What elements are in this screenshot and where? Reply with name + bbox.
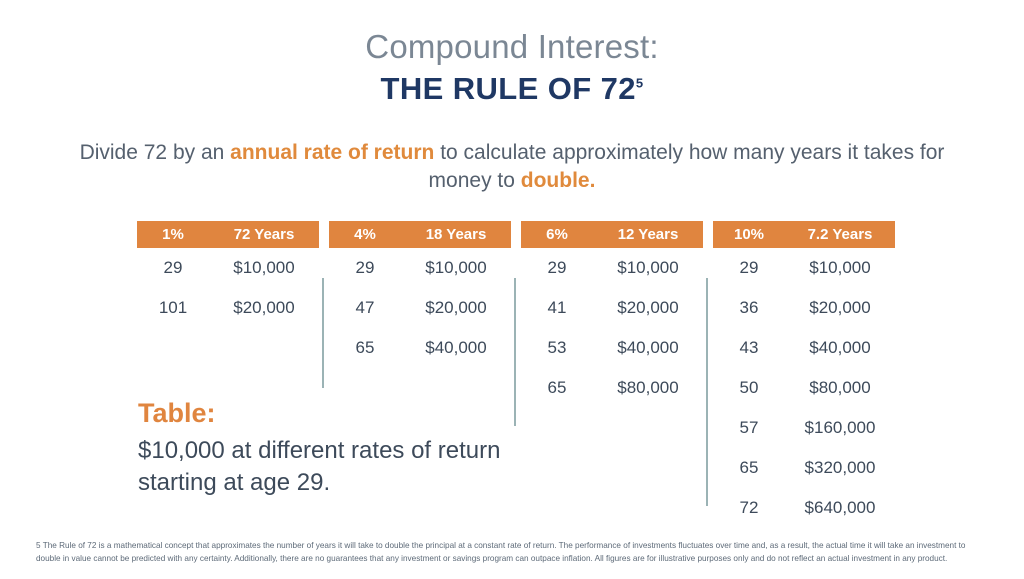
header-years: 72 Years: [233, 226, 295, 244]
cell-amount: $80,000: [617, 378, 679, 398]
title-footnote-marker: 5: [635, 75, 644, 91]
table-rows: [713, 248, 895, 528]
cell-age: 43: [739, 338, 759, 358]
subtitle-part1: Divide 72 by an: [79, 140, 231, 164]
table-row: [137, 288, 319, 328]
table-row: [521, 368, 703, 408]
table-row: [713, 448, 895, 488]
caption-text: $10,000 at different rates of return starting at age 29.: [138, 437, 501, 497]
cell-age: 36: [739, 298, 759, 318]
caption-title: Table:: [138, 398, 216, 428]
table-row: [521, 288, 703, 328]
table-header: [713, 221, 895, 248]
header-rate: 6%: [546, 226, 568, 244]
cell-age: 57: [739, 418, 759, 438]
footnote-marker: 5: [36, 541, 41, 551]
table-rows: [329, 248, 511, 368]
cell-amount: $20,000: [617, 298, 679, 318]
cell-amount: $10,000: [809, 258, 871, 278]
header-years: 12 Years: [617, 226, 679, 244]
subtitle-accent1: annual rate of return: [230, 140, 435, 164]
cell-age: 72: [739, 498, 759, 518]
table-row: [329, 248, 511, 288]
column-separator: [706, 278, 708, 506]
cell-age: 29: [163, 258, 183, 278]
cell-age: 101: [158, 298, 188, 318]
cell-amount: $20,000: [425, 298, 487, 318]
header-rate: 10%: [733, 226, 765, 244]
cell-amount: $160,000: [804, 418, 876, 438]
cell-age: 41: [547, 298, 567, 318]
cell-amount: $40,000: [425, 338, 487, 358]
cell-age: 29: [355, 258, 375, 278]
table-row: [713, 288, 895, 328]
cell-age: 65: [547, 378, 567, 398]
header-rate: 1%: [162, 226, 184, 244]
table-row: [137, 248, 319, 288]
cell-amount: $640,000: [804, 498, 876, 518]
cell-amount: $40,000: [617, 338, 679, 358]
table-row: [713, 368, 895, 408]
table-row: [329, 288, 511, 328]
cell-amount: $10,000: [233, 258, 295, 278]
table-row: [521, 328, 703, 368]
column-separator: [322, 278, 324, 388]
footnote: [36, 540, 988, 565]
footnote-text: The Rule of 72 is a mathematical concept that approximates the number of years it will take to double the principal at a constant rate of return. The performance of investments fluctuates over time and, as a result, the actual time it will take an investment to double in value cannot be predicted with any certainty. Additionally, there are no guarantees that any investment or savings program can outpace inflation. All figures are for illustrative purposes only and do not reflect an actual investment in any product.: [36, 541, 966, 563]
rate-table-group-6pct: [521, 221, 703, 528]
table-header: [329, 221, 511, 248]
cell-amount: $10,000: [617, 258, 679, 278]
cell-age: 47: [355, 298, 375, 318]
page-title-main: THE RULE OF 72: [380, 70, 636, 106]
table-rows: [521, 248, 703, 408]
cell-age: 29: [739, 258, 759, 278]
table-rows: [137, 248, 319, 328]
cell-amount: $320,000: [804, 458, 876, 478]
cell-amount: $10,000: [425, 258, 487, 278]
header-years: 7.2 Years: [807, 226, 873, 244]
table-caption: [138, 398, 538, 500]
table-header: [137, 221, 319, 248]
table-header: [521, 221, 703, 248]
table-row: [713, 488, 895, 528]
header-years: 18 Years: [425, 226, 487, 244]
table-row: [713, 328, 895, 368]
table-row: [329, 328, 511, 368]
subtitle-accent2: double.: [520, 169, 596, 193]
header-rate: 4%: [354, 226, 376, 244]
cell-amount: $20,000: [233, 298, 295, 318]
cell-age: 65: [739, 458, 759, 478]
cell-age: 65: [355, 338, 375, 358]
subtitle: [0, 139, 1024, 196]
cell-amount: $80,000: [809, 378, 871, 398]
rate-table-group-10pct: [713, 221, 895, 528]
cell-amount: $20,000: [809, 298, 871, 318]
cell-age: 50: [739, 378, 759, 398]
subtitle-part2: to calculate approximately how many years it takes for money to: [428, 140, 945, 193]
cell-amount: $40,000: [809, 338, 871, 358]
table-row: [713, 248, 895, 288]
cell-age: 29: [547, 258, 567, 278]
cell-age: 53: [547, 338, 567, 358]
page-title-line1: Compound Interest:: [365, 28, 659, 65]
table-row: [713, 408, 895, 448]
table-row: [521, 248, 703, 288]
title-block: [0, 0, 1024, 109]
page-title-line2: [0, 70, 1024, 109]
